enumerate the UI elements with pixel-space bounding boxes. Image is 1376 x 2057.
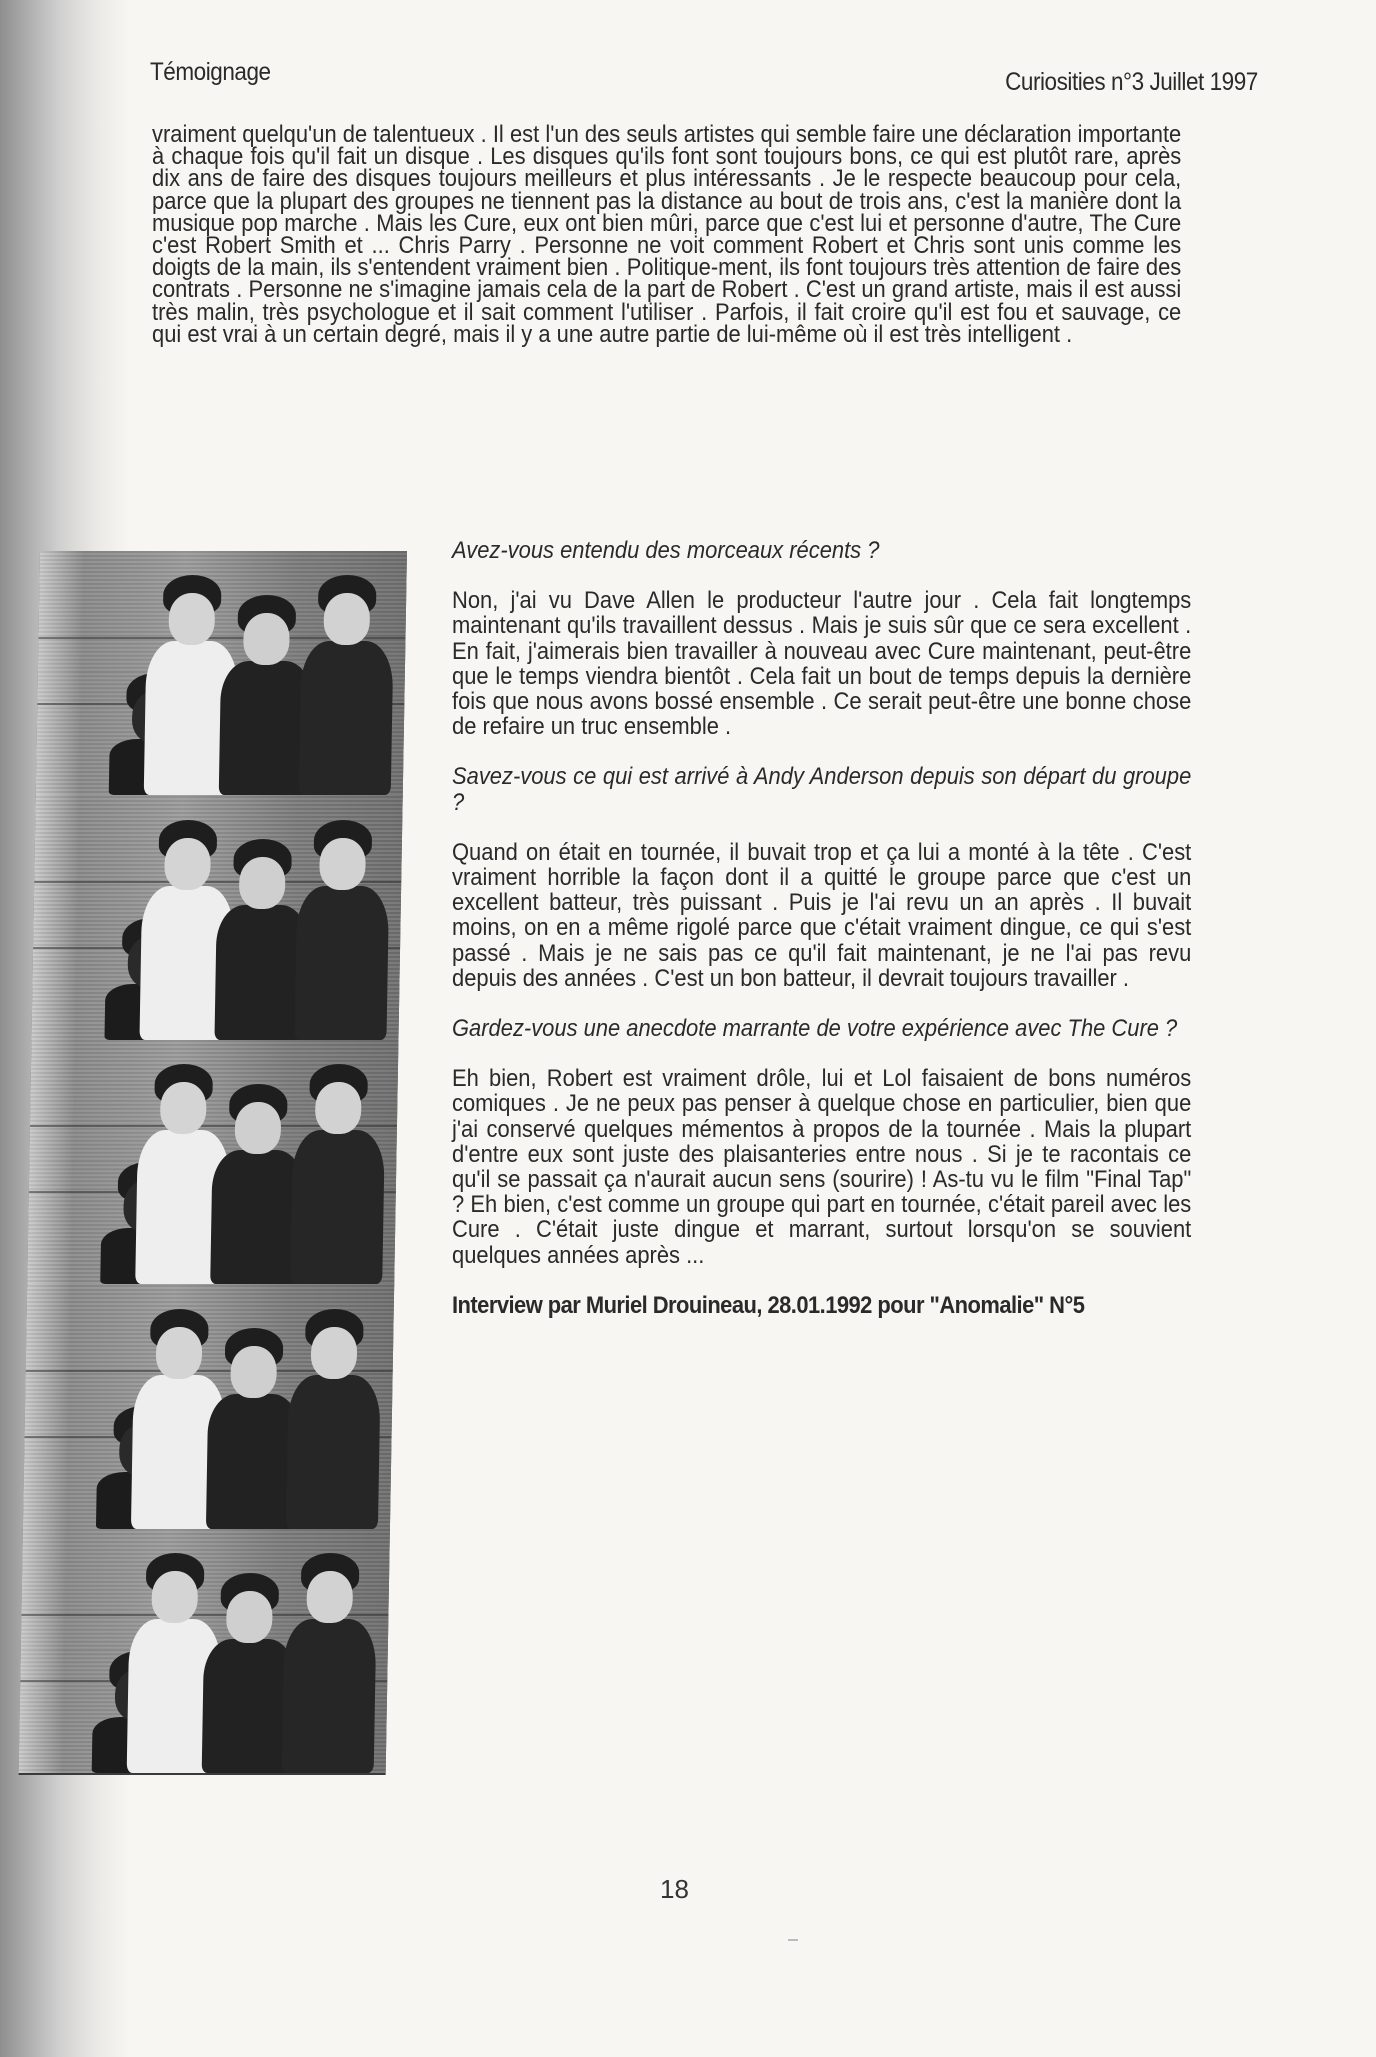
face bbox=[311, 1327, 358, 1379]
photo-frame bbox=[23, 1284, 394, 1530]
face bbox=[243, 613, 290, 665]
torso bbox=[290, 1130, 385, 1284]
interview-answer: Non, j'ai vu Dave Allen le producteur l'autre jour . Cela fait longtemps maintenant qu'ils travaillent dessus . Mais je suis sûr que ce sera excellent . En fait, j'aimerais bien travailler à nouveau avec Cure maintenant, peut-être que le temps viendra bientôt . Cela fait un bout de temps depuis la dernière fois que nous avons bossé ensemble . Ce serait peut-être une bonne chose de refaire un truc ensemble . bbox=[452, 587, 1192, 741]
band-photo-strip bbox=[19, 551, 407, 1773]
face bbox=[239, 857, 286, 909]
interview-answer: Eh bien, Robert est vraiment drôle, lui et Lol faisaient de bons numéros comiques . Je ne peux pas penser à quelque chose en particulier, bien que j'ai conservé quelques mémentos à propos de la tournée . Mais la plupart d'entre eux sont juste des plaisanteries entre nous . Si je te racontais ce qu'il se passait ça n'aurait aucun sens (sourire) ! As-tu vu le film "Final Tap" ? Eh bien, c'est comme un groupe qui part en tournée, c'était pareil avec les Cure . C'était juste dingue et marrant, surtout lorsqu'on se souvient quelques années après ... bbox=[452, 1065, 1192, 1269]
face bbox=[234, 1102, 281, 1154]
photo-frame bbox=[31, 795, 402, 1041]
interview-question: Avez-vous entendu des morceaux récents ? bbox=[452, 537, 880, 564]
torso bbox=[294, 886, 389, 1040]
torso bbox=[286, 1375, 381, 1529]
photo-frame bbox=[36, 551, 407, 797]
face bbox=[226, 1591, 273, 1643]
interview-question: Savez-vous ce qui est arrivé à Andy Anderson depuis son départ du groupe ? bbox=[452, 763, 1192, 816]
page-number: 18 bbox=[660, 1874, 689, 1904]
interview-credit: Interview par Muriel Drouineau, 28.01.1992 pour "Anomalie" N°5 bbox=[452, 1291, 1085, 1319]
section-label: Témoignage bbox=[150, 58, 271, 86]
intro-paragraph: vraiment quelqu'un de talentueux . Il est l'un des seuls artistes qui semble faire une déclaration importante à chaque fois qu'il fait un disque . Les disques qu'ils font sont toujours bons, ce qui est plutôt rare, après dix ans de faire des disques toujours meilleurs et plus intéressants . Je le respecte beaucoup pour cela, parce que la plupart des groupes ne tiennent pas la distance au bout de trois ans, c'est la manière dont la musique pop marche . Mais les Cure, eux ont bien mûri, parce que c'est lui et personne d'autre, The Cure c'est Robert Smith et ... Chris Parry . Personne ne voit comment Robert et Chris sont unis comme les doigts de la main, ils s'entendent vraiment bien . Politique-ment, ils font toujours très attention de faire des contrats . Personne ne s'imagine jamais cela de la part de Robert . C'est un grand artiste, mais il est aussi très malin, très psychologue et il sait comment l'utiliser . Parfois, il fait croire qu'il est fou et sauvage, ce qui est vrai à un certain degré, mais il y a une autre partie de lui-même où il est très intelligent . bbox=[152, 121, 1182, 348]
torso bbox=[299, 641, 394, 795]
interview-column bbox=[452, 538, 1191, 1318]
face bbox=[151, 1571, 198, 1623]
interview-answer: Quand on était en tournée, il buvait trop et ça lui a monté à la tête . C'est vraiment horrible la façon dont il a quitté le groupe parce que c'est un excellent batteur, très puissant . Puis je l'ai revu un an après . Il buvait moins, on en a même rigolé parce que c'était vraiment dingue, ce qui s'est passé . Mais je ne sais pas ce qu'il fait maintenant, je ne l'ai pas revu depuis des années . C'est un bon batteur, il devrait toujours travailler . bbox=[452, 838, 1192, 992]
photo-frame bbox=[19, 1529, 390, 1775]
print-speck bbox=[788, 1939, 798, 1941]
face bbox=[164, 838, 211, 890]
face bbox=[160, 1082, 207, 1134]
face bbox=[230, 1346, 277, 1398]
face bbox=[319, 838, 366, 890]
face bbox=[168, 593, 215, 645]
torso bbox=[282, 1619, 377, 1773]
face bbox=[323, 593, 370, 645]
interview-question: Gardez-vous une anecdote marrante de votre expérience avec The Cure ? bbox=[452, 1015, 1178, 1043]
publication-label: Curiosities n°3 Juillet 1997 bbox=[1005, 68, 1258, 96]
photo-frame bbox=[27, 1040, 398, 1286]
face bbox=[156, 1327, 203, 1379]
face bbox=[306, 1571, 353, 1623]
face bbox=[315, 1082, 362, 1134]
